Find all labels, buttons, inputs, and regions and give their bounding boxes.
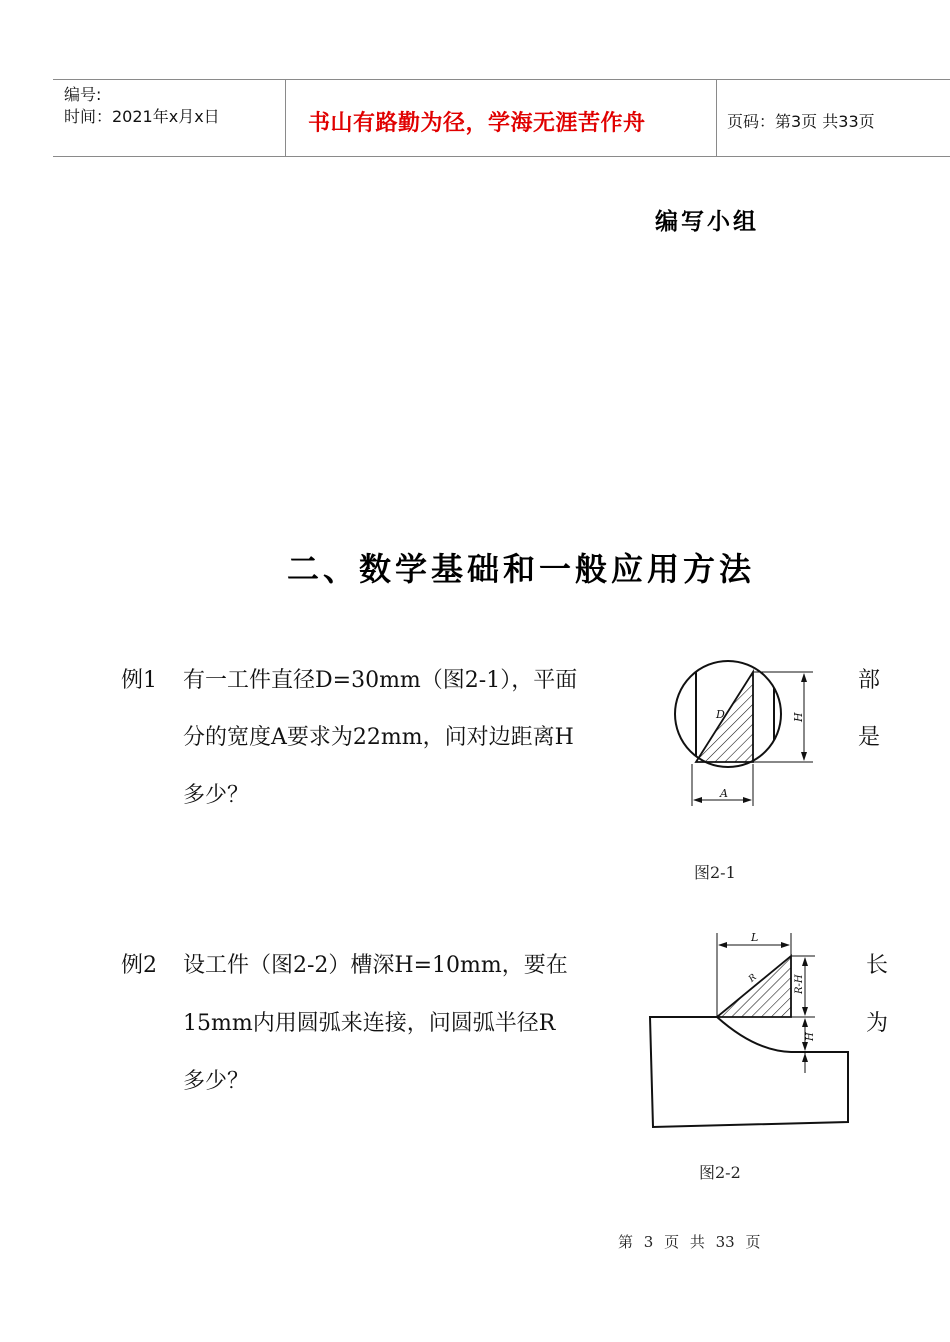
example-1-right-word-1: 部 [858, 668, 881, 693]
motto: 书山有路勤为径，学海无涯苦作舟 [308, 111, 646, 136]
header-divider-1 [285, 79, 286, 157]
example-2-right-word-1: 长 [866, 953, 889, 978]
example-1-line-2: 分的宽度A要求为22mm，问对边距离H [183, 725, 574, 750]
fig2-label-r: R [747, 972, 759, 985]
page-footer: 第 3 页 共 33 页 [618, 1233, 761, 1251]
hatched-triangle [717, 956, 791, 1017]
fig2-label-h: H [805, 1032, 816, 1041]
example-2-right-word-2: 为 [866, 1011, 889, 1036]
example-1-right-word-2: 是 [858, 725, 881, 750]
section-title: 二、数学基础和一般应用方法 [287, 550, 756, 588]
fig1-label-a: A [720, 787, 728, 800]
figure-2-1-caption: 图2-1 [694, 863, 736, 882]
serial-label: 编号: [64, 85, 102, 104]
example-1-line-1: 有一工件直径D=30mm（图2-1），平面 [183, 668, 578, 693]
header-divider-2 [716, 79, 717, 157]
example-2-line-1: 设工件（图2-2）槽深H=10mm，要在 [183, 953, 568, 978]
fig2-label-l: L [751, 931, 759, 944]
figure-2-2 [645, 925, 865, 1140]
time-label: 时间：2021年x月x日 [64, 107, 220, 126]
fig1-label-d: D [716, 708, 725, 721]
example-1-line-3: 多少？ [183, 783, 250, 808]
author-group: 编写小组 [655, 209, 759, 235]
workpiece-outline [650, 1017, 848, 1127]
page-label: 页码：第3页 共33页 [727, 112, 875, 131]
figure-2-2-caption: 图2-2 [699, 1163, 741, 1182]
figure-2-1 [668, 660, 828, 810]
example-2-line-2: 15mm内用圆弧来连接，问圆弧半径R [183, 1011, 556, 1036]
fig2-label-rh: R-H [794, 974, 805, 994]
header-bottom-rule [53, 156, 950, 157]
example-1-label: 例1 [121, 668, 157, 693]
example-2-label: 例2 [121, 953, 157, 978]
example-2-line-3: 多少？ [183, 1069, 250, 1094]
fig1-label-h: H [792, 712, 805, 722]
header-top-rule [53, 79, 950, 80]
